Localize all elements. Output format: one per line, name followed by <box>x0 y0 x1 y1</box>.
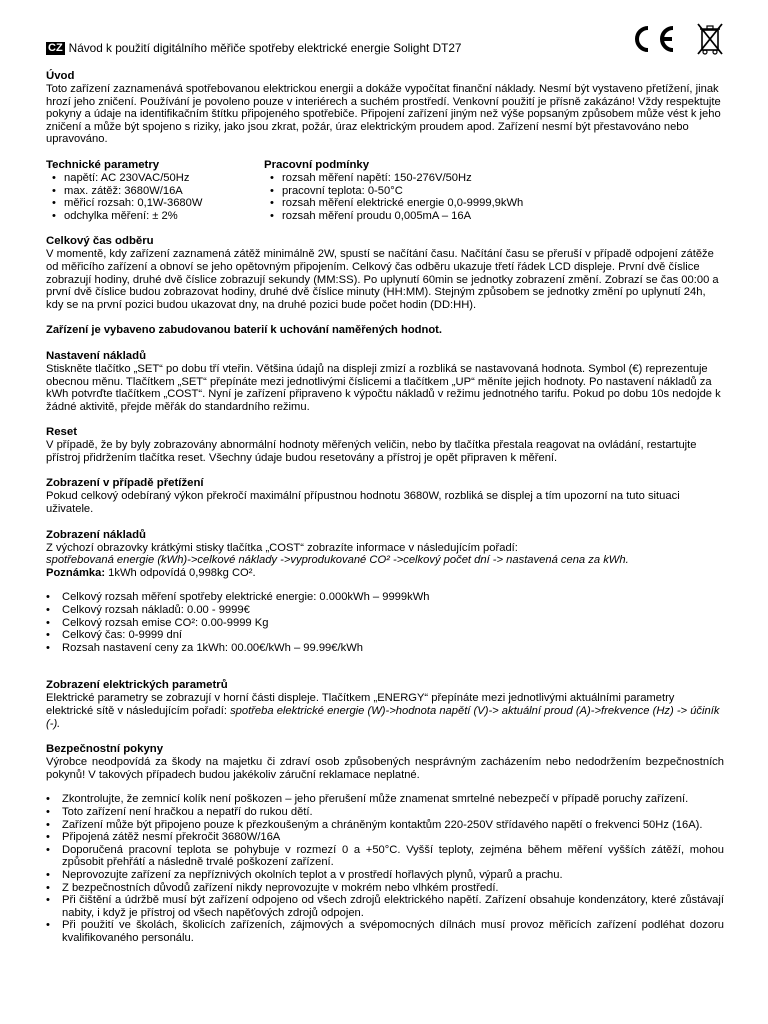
list-item: • Celkový rozsah nákladů: 0.00 - 9999€ <box>46 604 724 617</box>
list-item: • Zařízení může být připojeno pouze k přezkoušeným a chráněným kontaktům 220-250V střídavého napětí o frekvenci 50Hz (16A). <box>46 819 724 832</box>
document-header <box>46 40 724 56</box>
heading-naklady: Zobrazení nákladů <box>46 528 147 541</box>
paragraph-nastaveni: Stiskněte tlačítko „SET“ po dobu tří vteřin. Většina údajů na displeji zmizí a rozbliká se nastavovaná hodnota. Symbol (€) reprezentuje obecnou měnu. Tlačítkem „SET“ přepínáte mezi jednotlivými číslicemi a tlačítkem „UP“ měníte jejich hodnoty. Po nastavení nákladů za kWh potvrďte tlačítkem „COST“. Nyní je zařízení připraveno k výpočtu nákladů v režimu jednotného tarifu. Pokud po dobu 10s nedojde k žádné aktivitě, přejde měřák do standardního režimu. <box>46 362 721 413</box>
work-conditions <box>264 159 724 222</box>
list-item: • Celkový čas: 0-9999 dní <box>46 629 724 642</box>
naklady-sequence: spotřebovaná energie (kWh)->celkové náklady ->vyprodukované CO² ->celkový počet dní -> nastavená cena za kWh. <box>46 554 629 567</box>
list-item: • Toto zařízení není hračkou a nepatří do rukou dětí. <box>46 806 724 819</box>
list-item: • max. zátěž: 3680W/16A <box>46 185 264 198</box>
list-item: • měřicí rozsah: 0,1W-3680W <box>46 197 264 210</box>
heading-celkovy: Celkový čas odběru <box>46 235 154 248</box>
note-text: 1kWh odpovídá 0,998kg CO². <box>105 566 256 579</box>
paragraph-reset: V případě, že by byly zobrazovány abnormální hodnoty měřených veličin, nebo by tlačítka přestala reagovat na ovládání, restartujte přístroj přidržením tlačítka reset. Všechny údaje budou resetovány a přístroj je opět připraven k měření. <box>46 439 697 464</box>
tech-parameters <box>46 159 264 222</box>
list-item: • Neprovozujte zařízení za nepříznivých okolních teplot a v prostředí hořlavých plynů, výparů a prachu. <box>46 869 724 882</box>
heading-elektricke: Zobrazení elektrických parametrů <box>46 679 228 692</box>
note-label: Poznámka: <box>46 566 106 579</box>
list-item: • Rozsah nastavení ceny za 1kWh: 00.00€/kWh – 99.99€/kWh <box>46 642 724 655</box>
naklady-note <box>46 567 724 580</box>
manual-page <box>46 40 724 945</box>
paragraph-uvod: Toto zařízení zaznamenává spotřebovanou elektrickou energii a dokáže vypočítat finanční náklady. Nesmí být vystaveno přetížení, jinak hrozí jeho zničení. Používání je povoleno pouze v interiérech a suchém prostředí. Venkovní použití je přísně zakázáno! Vždy respektujte pokyny a údaje na identifikačním štítku připojeného spotřebiče. Připojení zařízení jiným než výše popsaným způsobem může vést k jeho zničení a může být spojeno s riziky, jako jsou zkrat, požár, úraz elektrickým proudem apod. Zařízení nesmí být přestavováno nebo upravováno. <box>46 83 721 146</box>
section-bezpecnost <box>46 743 724 944</box>
elektricke-sequence: spotřeba elektrické energie (W)->hodnota napětí (V)-> aktuální proud (A)->frekvence (Hz) -> účiník (-). <box>46 705 720 730</box>
heading-nastaveni: Nastavení nákladů <box>46 349 147 362</box>
section-celkovy-cas <box>46 235 724 311</box>
section-baterie <box>46 324 724 337</box>
list-item: • Připojená zátěž nesmí překročit 3680W/16A <box>46 831 724 844</box>
document-title: Návod k použití digitálního měřiče spotřeby elektrické energie Solight DT27 <box>68 40 462 55</box>
elektricke-text: Elektrické parametry se zobrazují v horní části displeje. Tlačítkem „ENERGY“ přepínáte mezi jednotlivými aktuálními parametry elektrické sítě v následujícím pořadí: <box>46 692 675 717</box>
list-item: • Při použití ve školách, školicích zařízeních, zájmových a svépomocných dílnách musí provoz měřicích zařízení podléhat dozoru kvalifikovaného personálu. <box>46 919 724 944</box>
list-item: • rozsah měření napětí: 150-276V/50Hz <box>264 172 724 185</box>
heading-bezpecnost: Bezpečnostní pokyny <box>46 743 164 756</box>
list-item: • rozsah měření proudu 0,005mA – 16A <box>264 210 724 223</box>
list-item: • napětí: AC 230VAC/50Hz <box>46 172 264 185</box>
paragraph-baterie: Zařízení je vybaveno zabudovanou baterií k uchování naměřených hodnot. <box>46 324 442 337</box>
weee-bin-icon <box>696 22 724 56</box>
section-reset <box>46 426 724 464</box>
paragraph-celkovy: V momentě, kdy zařízení zaznamená zátěž minimálně 2W, spustí se načítání času. Načítání času se přeruší v případě odpojení zátěže od měřicího zařízení a obnoví se jeho opětovným připojením. Celkový čas odběru ukazuje třetí řádek LCD displeje. První dvě číslice zobrazují hodiny, druhé dvě číslice zobrazují sekundy (MM:SS). Po uplynutí 60min se jednotky zobrazení změní. Zobrazí se čas 00:00 a první dvě číslice budou zobrazovat hodiny, druhé dvě číslice minuty (HH:MM). Stejným způsobem se jednotky změní po uplynutí 24h, kdy se na první pozici budou ukazovat dny, na druhé pozici bude počet hodin (DD:HH). <box>46 248 719 311</box>
heading-reset: Reset <box>46 426 78 439</box>
list-item: • pracovní teplota: 0-50°C <box>264 185 724 198</box>
work-list <box>264 172 724 222</box>
section-nastaveni <box>46 350 724 413</box>
list-item: • Celkový rozsah emise CO²: 0.00-9999 Kg <box>46 617 724 630</box>
list-item: • Z bezpečnostních důvodů zařízení nikdy neprovozujte v mokrém nebo vlhkém prostředí. <box>46 882 724 895</box>
list-item: • Zkontrolujte, že zemnicí kolík není poškozen – jeho přerušení může znamenat smrtelné nebezpečí v případě poruchy zařízení. <box>46 793 724 806</box>
section-parameters <box>46 159 724 222</box>
section-elektricke <box>46 679 724 730</box>
list-item: • Při čištění a údržbě musí být zařízení odpojeno od všech zdrojů elektrického napětí. Zařízení obsahuje kondenzátory, které zůstávají nabity, i když je přístroj od všech napěťových zdrojů odpojen. <box>46 894 724 919</box>
list-item: • rozsah měření elektrické energie 0,0-9999,9kWh <box>264 197 724 210</box>
heading-work: Pracovní podmínky <box>264 158 370 171</box>
paragraph-pretizeni: Pokud celkový odebíraný výkon překročí maximální přípustnou hodnotu 3680W, rozbliká se displej a tím upozorní na tuto situaci uživatele. <box>46 490 680 516</box>
tech-list <box>46 172 264 222</box>
section-uvod <box>46 70 724 146</box>
safety-list <box>46 793 724 944</box>
naklady-list <box>46 591 724 654</box>
section-pretizeni <box>46 477 724 515</box>
list-item: • Doporučená pracovní teplota se pohybuje v rozmezí 0 a +50°C. Vyšší teploty, zejména během měření vyšších zátěží, mohou způsobit přehřátí a následně trvalé poškození zařízení. <box>46 844 724 869</box>
section-naklady <box>46 529 724 655</box>
certification-marks <box>626 22 724 56</box>
paragraph-bezpecnost-intro: Výrobce neodpovídá za škody na majetku či zdraví osob způsobených nesprávným zacházením nebo nedodržením bezpečnostních pokynů! V takových případech budou jakékoliv záruční reklamace neplatné. <box>46 756 724 781</box>
paragraph-elektricke <box>46 692 724 730</box>
language-badge: CZ <box>48 41 63 54</box>
heading-uvod: Úvod <box>46 70 75 82</box>
list-item: • odchylka měření: ± 2% <box>46 210 264 223</box>
paragraph-naklady-intro: Z výchozí obrazovky krátkými stisky tlačítka „COST“ zobrazíte informace v následujícím pořadí: <box>46 541 518 554</box>
heading-pretizeni: Zobrazení v případě přetížení <box>46 477 204 490</box>
ce-mark-icon <box>626 24 678 54</box>
heading-tech: Technické parametry <box>46 158 160 171</box>
list-item: • Celkový rozsah měření spotřeby elektrické energie: 0.000kWh – 9999kWh <box>46 591 724 604</box>
